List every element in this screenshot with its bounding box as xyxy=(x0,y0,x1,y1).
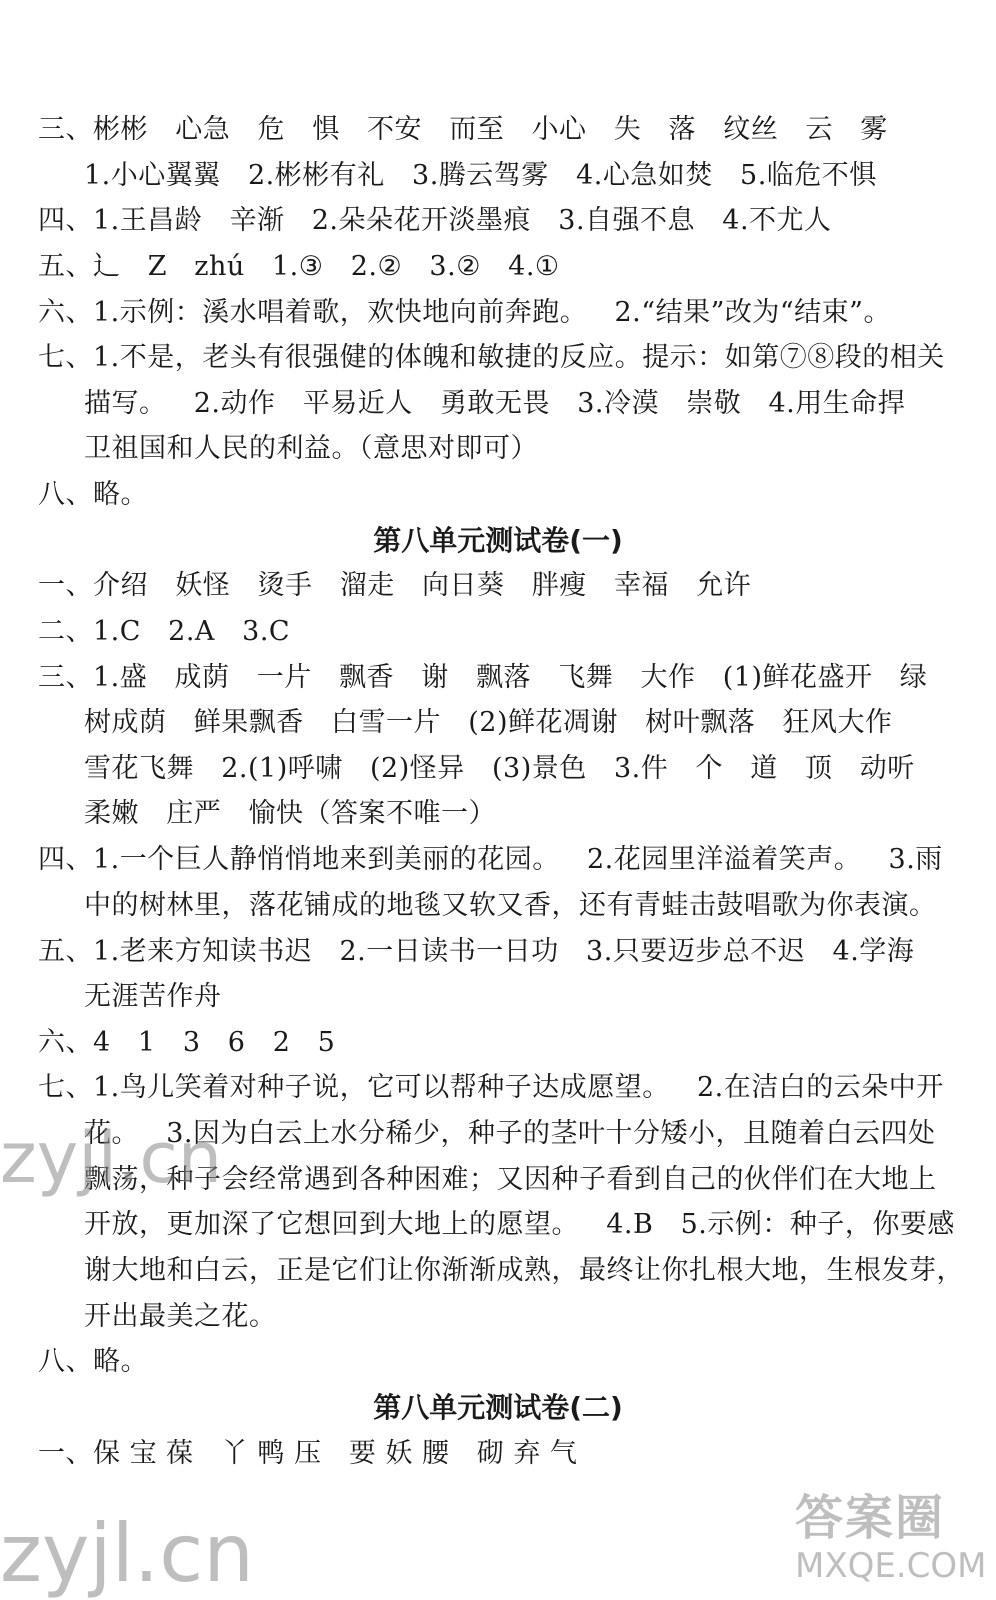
test-one-line-16: 谢大地和白云，正是它们让你渐渐成熟，最终让你扎根大地，生根发芽， xyxy=(84,1255,964,1286)
watermark-zyjl-upper: zyjl.cn xyxy=(0,1117,223,1199)
answer-line-qi-3: 卫祖国和人民的利益。（意思对即可） xyxy=(84,433,538,464)
answer-line-qi-1: 七、1.不是，老头有很强健的体魄和敏捷的反应。提示：如第⑦⑧段的相关 xyxy=(38,342,945,373)
answer-line-qi-2: 描写。 2.动作 平易近人 勇敢无畏 3.冷漠 崇敬 4.用生命捍 xyxy=(84,388,906,419)
watermark-zyjl-lower: zyjl.cn xyxy=(0,1507,254,1600)
test-one-line-8: 中的树林里，落花铺成的地毯又软又香，还有青蛙击鼓唱歌为你表演。 xyxy=(84,890,937,921)
section-title-test-one: 第八单元测试卷(一) xyxy=(373,524,623,557)
answer-line-si: 四、1.王昌龄 辛渐 2.朵朵花开淡墨痕 3.自强不息 4.不尤人 xyxy=(38,205,832,236)
answer-line-wu: 五、辶 Z zhú 1.③ 2.② 3.② 4.① xyxy=(38,251,560,282)
answer-line-ba: 八、略。 xyxy=(38,479,148,510)
test-one-line-4: 树成荫 鲜果飘香 白雪一片 (2)鲜花凋谢 树叶飘落 狂风大作 xyxy=(84,707,893,738)
test-one-line-2: 二、1.C 2.A 3.C xyxy=(38,616,291,647)
test-one-line-5: 雪花飞舞 2.(1)呼啸 (2)怪异 (3)景色 3.件 个 道 顶 动听 xyxy=(84,753,915,784)
test-one-line-17: 开出最美之花。 xyxy=(84,1301,277,1332)
test-two-line-1: 一、保 宝 葆 丫 鸭 压 要 妖 腰 砌 弃 气 xyxy=(38,1438,578,1469)
answer-line-san: 三、彬彬 心急 危 惧 不安 而至 小心 失 落 纹丝 云 雾 xyxy=(38,114,888,145)
watermark-logo xyxy=(795,1490,990,1595)
test-one-line-7: 四、1.一个巨人静悄悄地来到美丽的花园。 2.花园里洋溢着笑声。 3.雨 xyxy=(38,844,943,875)
test-one-line-10: 无涯苦作舟 xyxy=(84,981,222,1012)
test-one-line-3: 三、1.盛 成荫 一片 飘香 谢 飘落 飞舞 大作 (1)鲜花盛开 绿 xyxy=(38,662,928,693)
section-title-test-two: 第八单元测试卷(二) xyxy=(373,1391,623,1424)
test-one-line-6: 柔嫩 庄严 愉快（答案不唯一） xyxy=(84,798,496,829)
answer-line-liu: 六、1.示例：溪水唱着歌，欢快地向前奔跑。 2.“结果”改为“结束”。 xyxy=(38,297,891,328)
test-one-line-13: 花。 3.因为白云上水分稀少，种子的茎叶十分矮小，且随着白云四处 xyxy=(84,1118,936,1149)
test-one-line-11: 六、4 1 3 6 2 5 xyxy=(38,1027,336,1058)
test-one-line-18: 八、略。 xyxy=(38,1346,148,1377)
answer-line-san-idioms: 1.小心翼翼 2.彬彬有礼 3.腾云驾雾 4.心急如焚 5.临危不惧 xyxy=(84,160,877,191)
watermark-logo-url: MXQE.COM xyxy=(795,1546,987,1586)
watermark-logo-mark: 答案圈 xyxy=(795,1490,946,1546)
test-one-line-9: 五、1.老来方知读书迟 2.一日读书一日功 3.只要迈步总不迟 4.学海 xyxy=(38,936,915,967)
test-one-line-14: 飘荡，种子会经常遇到各种困难；又因种子看到自己的伙伴们在大地上 xyxy=(84,1164,937,1195)
test-one-line-15: 开放，更加深了它想回到大地上的愿望。 4.B 5.示例：种子，你要感 xyxy=(84,1209,955,1240)
test-one-line-12: 七、1.鸟儿笑着对种子说，它可以帮种子达成愿望。 2.在洁白的云朵中开 xyxy=(38,1072,944,1103)
test-one-line-1: 一、介绍 妖怪 烫手 溜走 向日葵 胖瘦 幸福 允许 xyxy=(38,570,752,601)
